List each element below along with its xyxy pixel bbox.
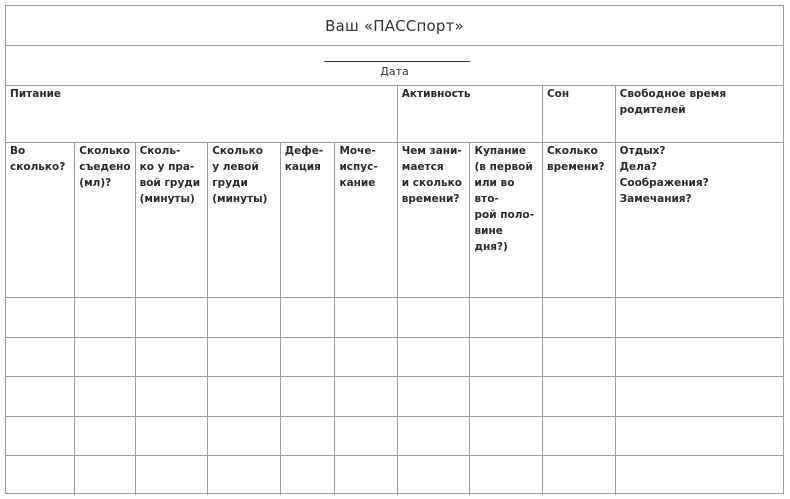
table-row <box>6 258 783 298</box>
entry-cell[interactable] <box>335 258 397 298</box>
entry-cell[interactable] <box>6 298 75 338</box>
category-parents-free-time: Свободное время родителей <box>615 86 783 142</box>
entry-cell[interactable] <box>397 298 470 338</box>
category-header-row <box>6 86 783 142</box>
column-header: Чем зани- мается и сколько времени? <box>397 142 470 258</box>
entry-cell[interactable] <box>280 416 335 456</box>
entry-cell[interactable] <box>208 377 281 417</box>
entry-cell[interactable] <box>615 456 783 496</box>
entry-cell[interactable] <box>135 377 208 417</box>
entry-cell[interactable] <box>335 456 397 496</box>
entry-cell[interactable] <box>615 298 783 338</box>
entry-cell[interactable] <box>335 377 397 417</box>
page-title: Ваш «ПАССпорт» <box>6 6 783 46</box>
table-row <box>6 337 783 377</box>
entry-cell[interactable] <box>470 456 542 496</box>
date-row <box>6 46 783 86</box>
table-row <box>6 298 783 338</box>
entry-cell[interactable] <box>615 416 783 456</box>
entry-cell[interactable] <box>280 456 335 496</box>
entry-cell[interactable] <box>75 337 135 377</box>
entry-cell[interactable] <box>6 258 75 298</box>
log-table <box>6 86 783 495</box>
entry-cell[interactable] <box>75 377 135 417</box>
entry-cell[interactable] <box>75 456 135 496</box>
entry-cell[interactable] <box>335 416 397 456</box>
entry-cell[interactable] <box>280 258 335 298</box>
table-row <box>6 377 783 417</box>
date-label: Дата <box>380 65 409 78</box>
entry-cell[interactable] <box>335 298 397 338</box>
entry-cell[interactable] <box>75 416 135 456</box>
entry-cell[interactable] <box>542 377 615 417</box>
entry-cell[interactable] <box>208 337 281 377</box>
entry-cell[interactable] <box>542 456 615 496</box>
column-header: Сколь- ко у пра- вой груди (минуты) <box>135 142 208 258</box>
entry-cell[interactable] <box>615 337 783 377</box>
entry-cell[interactable] <box>542 258 615 298</box>
entry-cell[interactable] <box>470 377 542 417</box>
entry-cell[interactable] <box>208 258 281 298</box>
entry-cell[interactable] <box>135 337 208 377</box>
passport-sheet <box>5 5 784 494</box>
entry-cell[interactable] <box>6 416 75 456</box>
category-sleep: Сон <box>542 86 615 142</box>
entry-cell[interactable] <box>542 416 615 456</box>
entry-cell[interactable] <box>542 298 615 338</box>
category-feeding: Питание <box>6 86 397 142</box>
entry-cell[interactable] <box>397 258 470 298</box>
column-header: Дефе- кация <box>280 142 335 258</box>
table-row <box>6 416 783 456</box>
entry-cell[interactable] <box>208 298 281 338</box>
entry-cell[interactable] <box>135 456 208 496</box>
column-header: Сколько у левой груди (минуты) <box>208 142 281 258</box>
entry-cell[interactable] <box>280 377 335 417</box>
entry-cell[interactable] <box>208 456 281 496</box>
column-header: Сколько времени? <box>542 142 615 258</box>
entry-cell[interactable] <box>75 298 135 338</box>
category-activity: Активность <box>397 86 542 142</box>
column-header: Сколько съедено (мл)? <box>75 142 135 258</box>
column-header: Купание (в первой или во вто- рой поло- вине дня?) <box>470 142 542 258</box>
entry-cell[interactable] <box>615 258 783 298</box>
entry-cell[interactable] <box>135 416 208 456</box>
entry-cell[interactable] <box>397 337 470 377</box>
column-header: Отдых? Дела? Соображения? Замечания? <box>615 142 783 258</box>
entry-cell[interactable] <box>208 416 281 456</box>
entry-cell[interactable] <box>470 258 542 298</box>
column-header-row <box>6 142 783 258</box>
entry-cell[interactable] <box>542 337 615 377</box>
column-header: Во сколько? <box>6 142 75 258</box>
entry-cell[interactable] <box>6 456 75 496</box>
entry-cell[interactable] <box>335 337 397 377</box>
entry-cell[interactable] <box>6 337 75 377</box>
entry-cell[interactable] <box>6 377 75 417</box>
entry-cell[interactable] <box>470 298 542 338</box>
entry-cell[interactable] <box>470 416 542 456</box>
entry-cell[interactable] <box>470 337 542 377</box>
entry-cell[interactable] <box>615 377 783 417</box>
entry-cell[interactable] <box>75 258 135 298</box>
column-header: Моче- испус- кание <box>335 142 397 258</box>
entry-cell[interactable] <box>135 258 208 298</box>
entry-cell[interactable] <box>280 337 335 377</box>
entry-cell[interactable] <box>397 456 470 496</box>
table-row <box>6 456 783 496</box>
entry-cell[interactable] <box>397 377 470 417</box>
entry-cell[interactable] <box>280 298 335 338</box>
date-field-line[interactable] <box>324 61 470 62</box>
entry-cell[interactable] <box>397 416 470 456</box>
entry-cell[interactable] <box>135 298 208 338</box>
